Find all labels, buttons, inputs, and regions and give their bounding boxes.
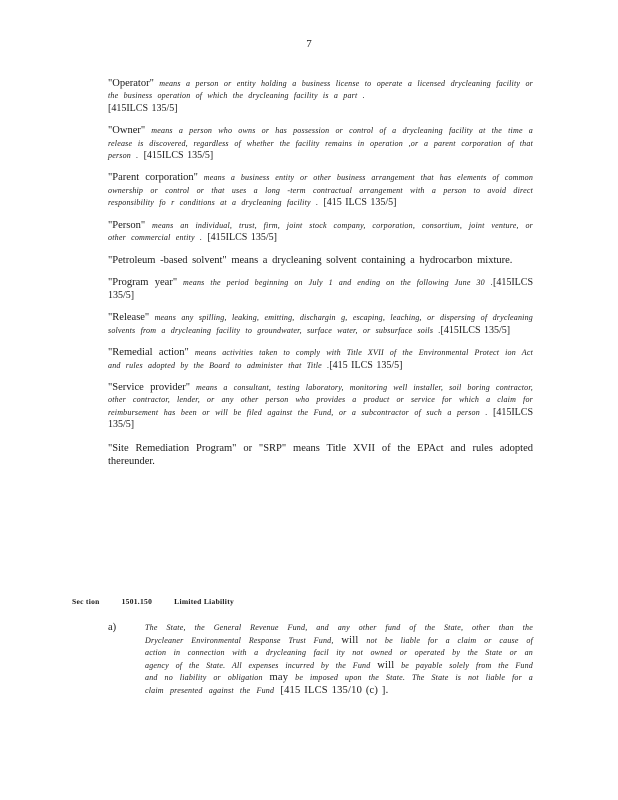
definition-citation: [415ILCS 135/5] [108,277,533,301]
definition-person [108,220,533,245]
definition-term: "Site Remediation Program" [108,442,237,454]
definition-operator [108,78,533,115]
definition-site-remediation-program [108,442,533,468]
definition-citation: [415ILCS 135/5] [207,232,277,244]
definition-citation: [415ILCS 135/5] [108,102,178,114]
subsection-label: a) [108,622,117,633]
definition-term: "Person" [108,219,146,231]
definition-term: "Remedial action" [108,347,189,359]
definition-text: means a drycleaning solvent containing a hydrocarbon mixture. [231,255,513,267]
definition-text: means the period beginning on July 1 and ending on the following June 30 . [183,278,493,288]
section-label: Sec tion [72,597,100,606]
subsection-text-part: The State, the General Revenue Fund, and any other fund of the State, other than the Drycleaner Environmental Response Trust Fund, [145,623,533,645]
subsection-text-part: be imposed upon the State. The State is not liable for a claim presented against the Fund [145,673,534,695]
subsection-emphasis: will [341,634,359,646]
definition-release [108,312,533,337]
definition-program-year [108,277,533,302]
definition-text: means activities taken to comply with Title XVII of the Environmental Protect ion Act and rules adopted by the Board to administer that Title . [108,348,534,370]
subsection-emphasis: may [269,672,289,684]
definition-parent-corporation [108,172,533,209]
definition-text: means a consultant, testing laboratory, monitoring well installer, soil boring contractor, other contractor, lender, or any other person who provides a product or service for which a claim for reimbursement has been or will be filed against the Fund, or a subcontractor of such a person . [108,382,533,417]
definition-remedial-action [108,347,533,372]
definition-citation: [415 ILCS 135/5] [323,197,397,209]
definitions-list [108,78,533,478]
definition-text: means a person who owns or has possession or control of a drycleaning facility at the time a release is discovered, regardless of whether the facility remains in operation ,or a parent corporation of that person . [108,126,534,161]
definition-term: "Owner" [108,125,146,137]
definition-petroleum-based-solvent [108,254,533,267]
definition-citation: [415ILCS 135/5] [143,150,214,162]
definition-citation: [415 ILCS 135/5] [329,359,403,371]
subsection-text [145,622,533,698]
definition-service-provider [108,382,533,432]
section-heading [72,597,532,606]
definition-text: means a business entity or other business arrangement that has elements of common ownership or control or that uses a long -term contractual arrangement with a person to avoid direct responsibility fo r conditions at a drycleaning facility . [108,173,534,208]
definition-text: or "SRP" means Title XVII of the EPAct and rules adopted thereunder. [108,442,533,467]
subsection-emphasis: will [377,659,395,671]
subsection-citation: [415 ILCS 135/10 (c) ]. [280,684,389,696]
page-number: 7 [306,38,312,50]
definition-term: "Operator" [108,78,154,89]
definition-term: "Petroleum -based solvent" [108,255,227,267]
definition-owner [108,125,533,162]
subsection-text-part: be payable solely from the Fund and no liability or obligation [145,660,534,683]
definition-citation: [415ILCS 135/5] [108,406,533,431]
definition-text: means any spilling, leaking, emitting, dischargin g, escaping, leaching, or dispersing of drycleaning solvents from a drycleaning facility to groundwater, surface water, or subsurface soils . [108,313,533,335]
definition-text: means an individual, trust, firm, joint stock company, corporation, consortium, joint venture, or other commercial entity . [108,220,533,243]
definition-term: "Service provider" [108,381,191,393]
definition-term: "Release" [108,312,150,324]
subsection-text-part: not be liable for a claim or cause of action in connection with a drycleaning facil ity not owned or operated by the State or an agency of the State. All expenses incurred by the Fund [145,635,534,670]
definition-term: "Parent corporation" [108,172,198,184]
section-number: 1501.150 [121,597,153,606]
section-title: Limited Liability [174,597,235,606]
definition-term: "Program year" [108,277,178,289]
definition-text: means a person or entity holding a business license to operate a licensed drycleaning facility or the business operation of which the drycleaning facility is a part . [108,79,533,101]
definition-citation: [415ILCS 135/5] [440,324,511,336]
